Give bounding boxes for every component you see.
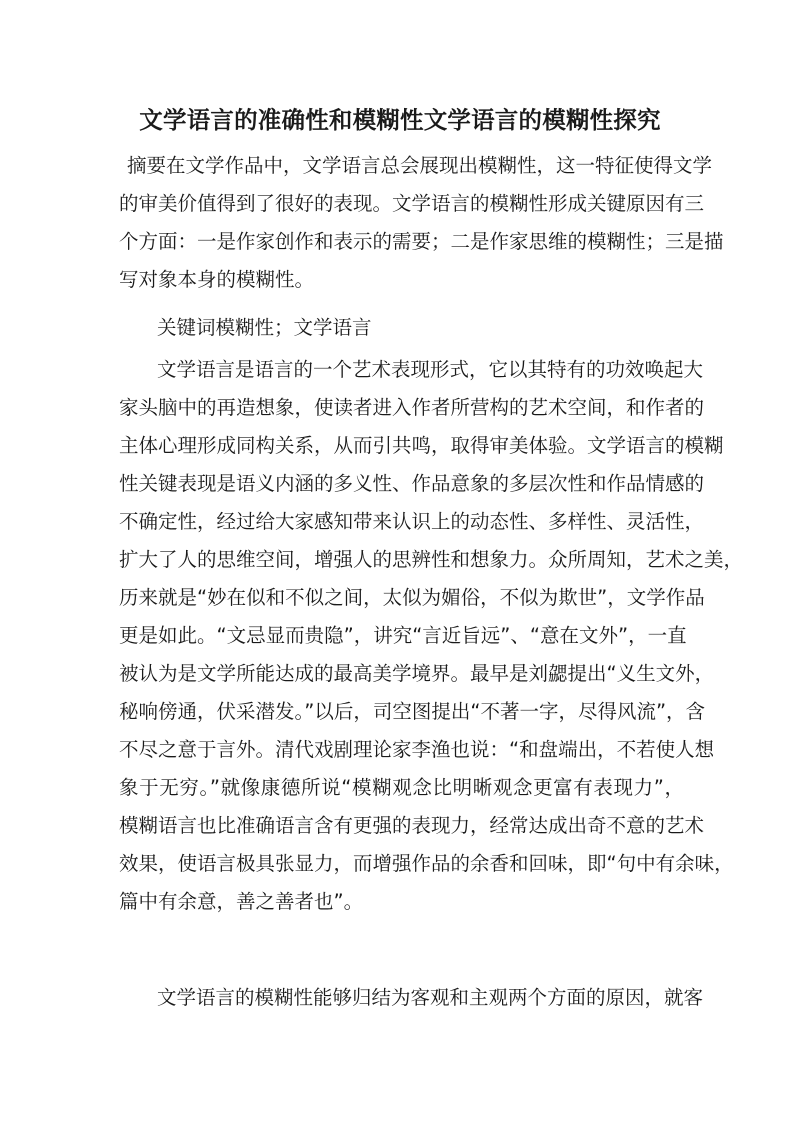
paragraph-line: 更是如此。“文忌显而贵隐”，讲究“言近旨远”、“意在文外”，一直 [119, 624, 687, 647]
paragraph-line: 不尽之意于言外。清代戏剧理论家李渔也说：“和盘端出，不若使人想 [119, 738, 715, 761]
paragraph-line: 文学语言的模糊性能够归结为客观和主观两个方面的原因，就客 [157, 986, 704, 1009]
paragraph-line: 家头脑中的再造想象，使读者进入作者所营构的艺术空间，和作者的 [119, 396, 705, 419]
abstract-line: 个方面：一是作家创作和表示的需要；二是作家思维的模糊性；三是描 [119, 230, 724, 253]
paragraph-line: 模糊语言也比准确语言含有更强的表现力，经常达成出奇不意的艺术 [119, 814, 705, 837]
paragraph-line: 效果，使语言极具张显力，而增强作品的余香和回味，即“句中有余味， [119, 852, 734, 875]
paragraph-line: 主体心理形成同构关系，从而引共鸣，取得审美体验。文学语言的模糊 [119, 434, 724, 457]
paragraph-line: 不确定性，经过给大家感知带来认识上的动态性、多样性、灵活性， [119, 510, 705, 533]
paragraph-line: 篇中有余意，善之善者也”。 [119, 890, 364, 913]
abstract-line: 摘要在文学作品中，文学语言总会展现出模糊性，这一特征使得文学 [127, 154, 713, 177]
paragraph-line: 被认为是文学所能达成的最高美学境界。最早是刘勰提出“义生文外， [119, 662, 715, 685]
paragraph-line: 文学语言是语言的一个艺术表现形式，它以其特有的功效唤起大 [157, 358, 704, 381]
paragraph-line: 秘响傍通，伏采潜发。”以后，司空图提出“不著一字，尽得风流”，含 [119, 700, 706, 723]
abstract-line: 的审美价值得到了很好的表现。文学语言的模糊性形成关键原因有三 [119, 192, 705, 215]
paragraph-line: 象于无穷。”就像康德所说“模糊观念比明晰观念更富有表现力”， [119, 776, 684, 799]
abstract-line: 写对象本身的模糊性。 [119, 268, 315, 291]
paragraph-line: 扩大了人的思维空间，增强人的思辨性和想象力。众所周知，艺术之美， [119, 548, 744, 571]
paragraph-line: 历来就是“妙在似和不似之间，太似为媚俗，不似为欺世”，文学作品 [119, 586, 705, 609]
paragraph-line: 性关键表现是语义内涵的多义性、作品意象的多层次性和作品情感的 [119, 472, 705, 495]
keywords-line: 关键词模糊性；文学语言 [157, 316, 372, 339]
page-title: 文学语言的准确性和模糊性文学语言的模糊性探究 [139, 106, 661, 134]
